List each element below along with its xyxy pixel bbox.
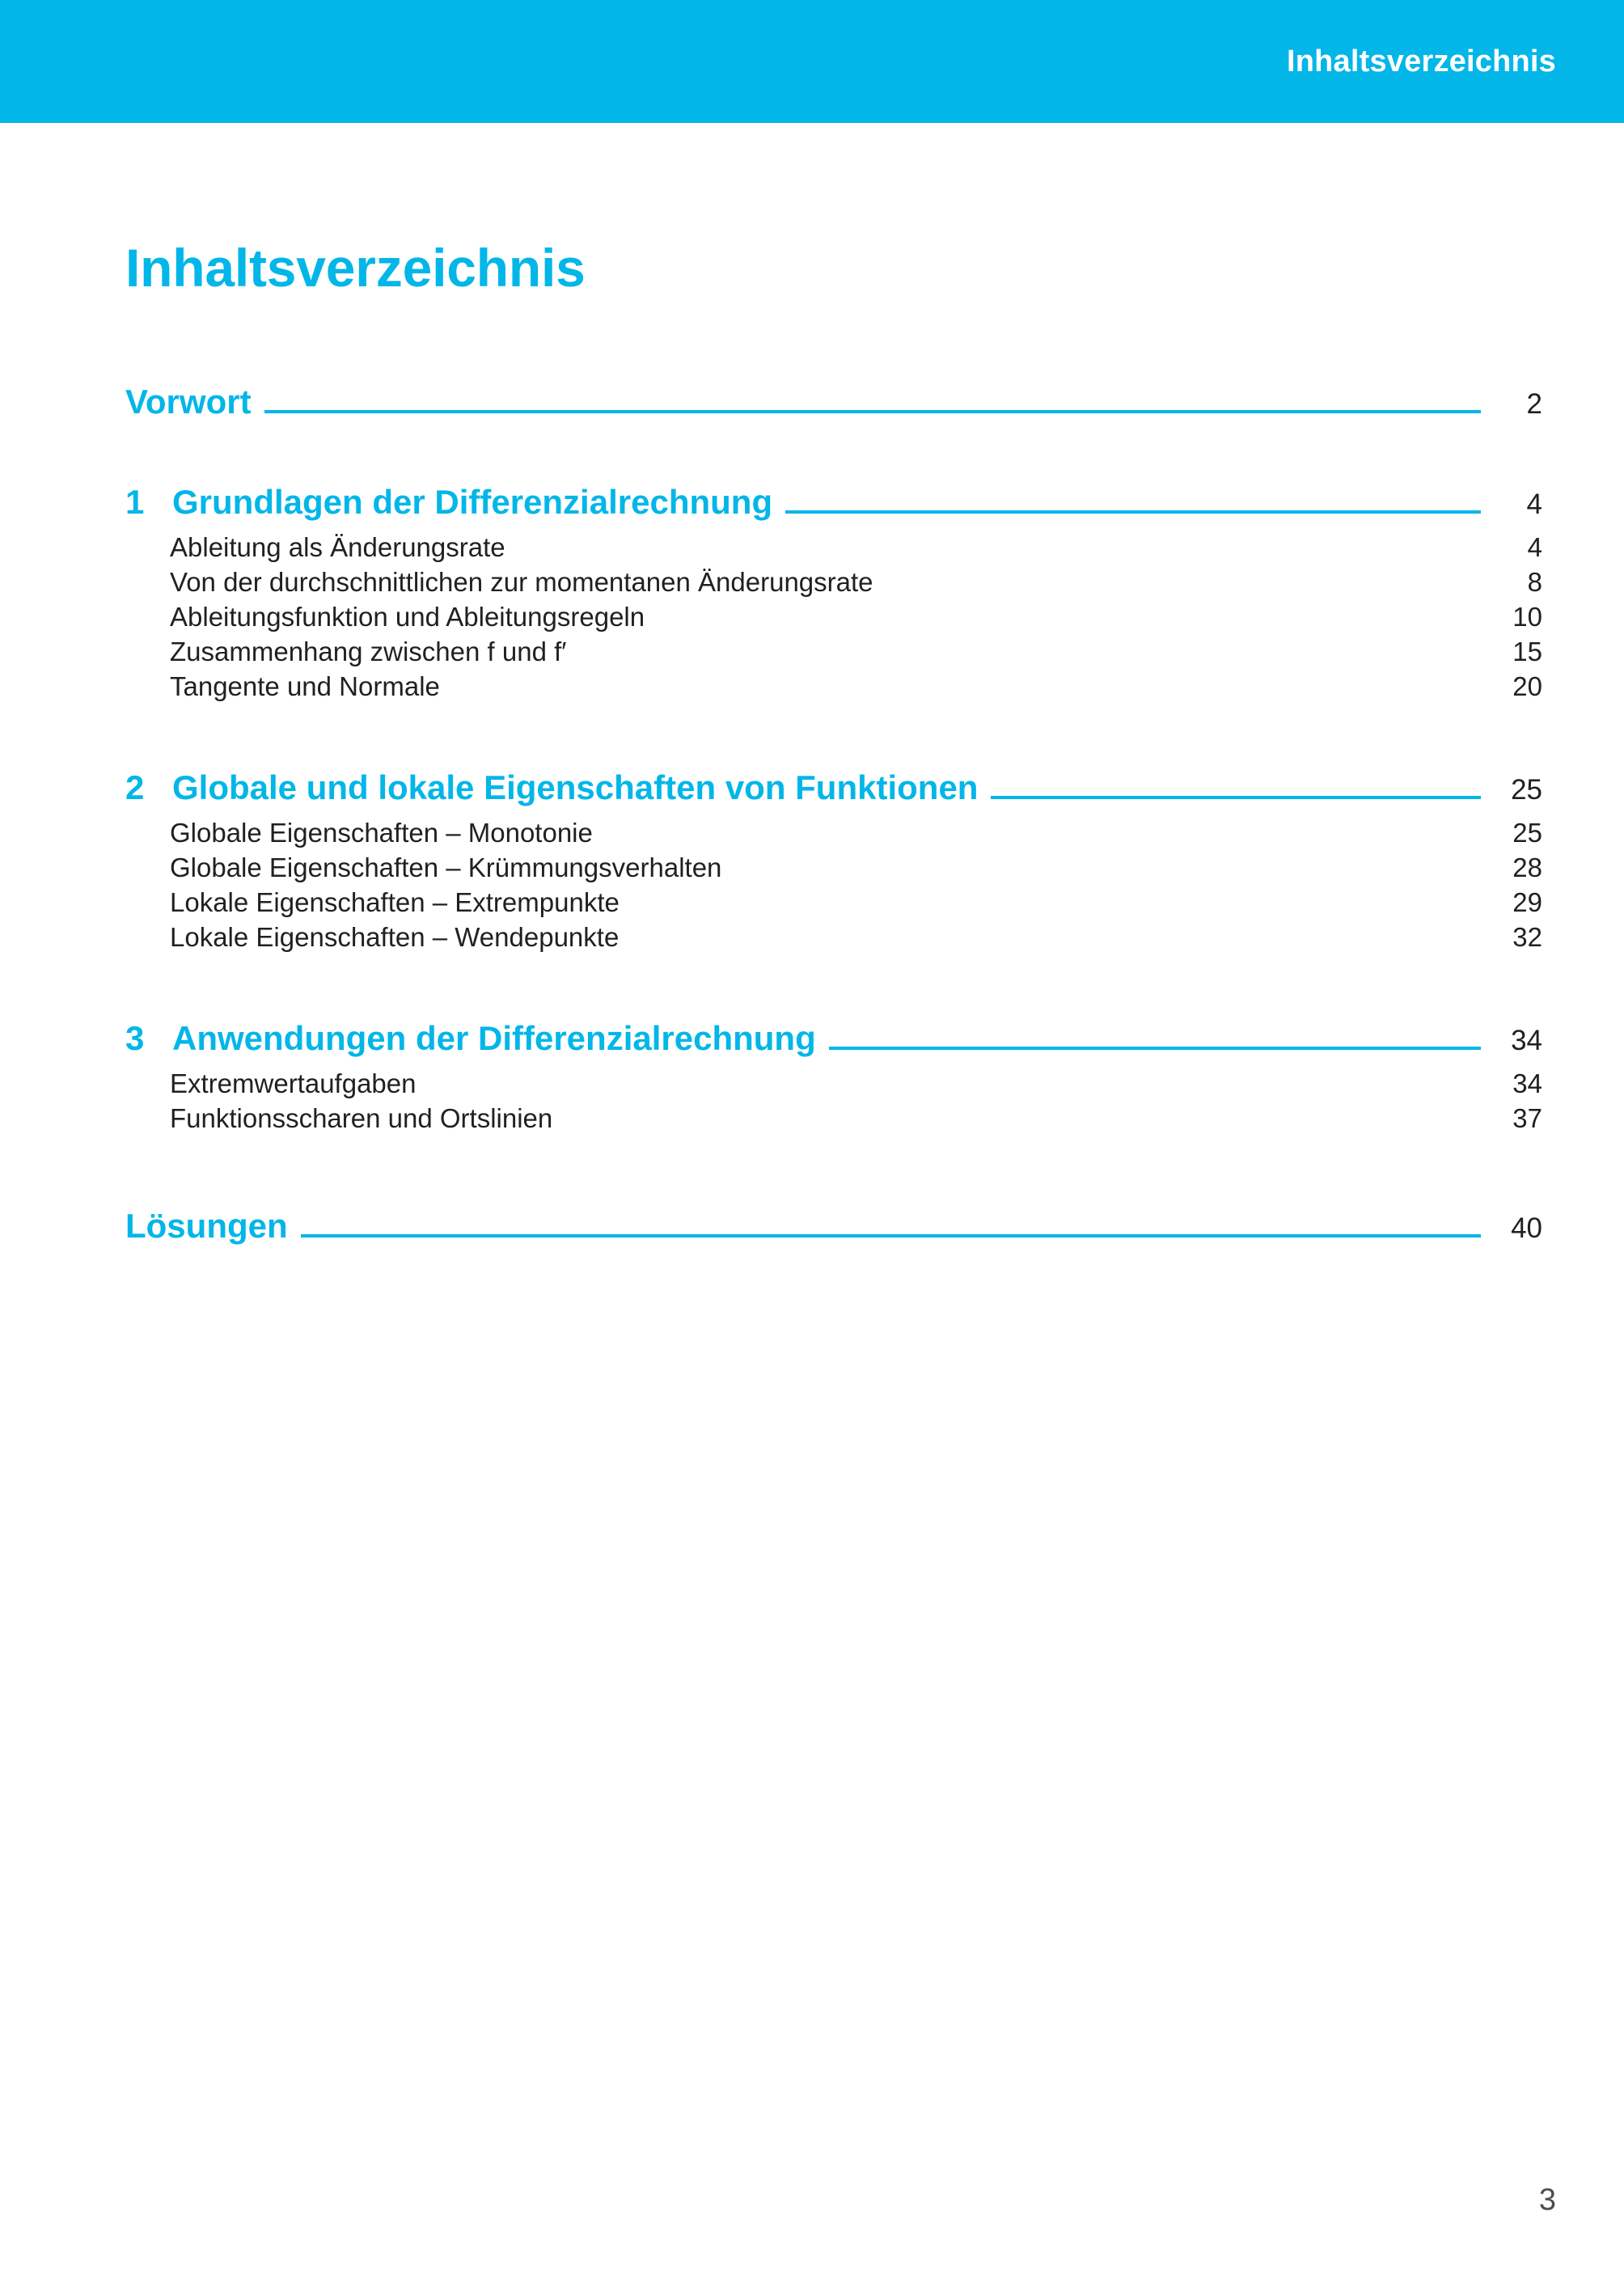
- toc-entry-vorwort[interactable]: [125, 385, 1542, 419]
- toc-entry-page: 32: [1512, 922, 1542, 952]
- chapter-number: 2: [125, 768, 145, 806]
- toc-subentry[interactable]: [125, 638, 1542, 665]
- toc-entry-page: 29: [1512, 887, 1542, 917]
- chapter-page: 4: [1526, 489, 1542, 520]
- leader-line: [991, 798, 1481, 799]
- toc-entry-label: Zusammenhang zwischen f und f′: [170, 637, 567, 666]
- toc-entry-label: Ableitung als Änderungsrate: [170, 532, 505, 562]
- chapter-title: Globale und lokale Eigenschaften von Funktionen: [172, 768, 979, 806]
- spacer: [125, 958, 1542, 1022]
- toc-subentry[interactable]: [125, 889, 1542, 916]
- page-title: Inhaltsverzeichnis: [125, 238, 586, 298]
- page-folio: 3: [1538, 2183, 1556, 2217]
- toc-content: [125, 238, 1542, 1245]
- spacer: [125, 419, 1542, 485]
- toc-entry-label: Globale Eigenschaften – Krümmungsverhalten: [170, 852, 722, 882]
- toc-entry-label: Extremwertaufgaben: [170, 1068, 417, 1098]
- chapter-number: 3: [125, 1019, 145, 1057]
- leader-line: [264, 412, 1481, 413]
- toc-entry-label: Globale Eigenschaften – Monotonie: [170, 818, 593, 848]
- chapter-title: Anwendungen der Differenzialrechnung: [172, 1019, 816, 1057]
- toc-entry-page: 2: [1526, 388, 1542, 420]
- leader-line: [829, 1049, 1481, 1050]
- chapter-page: 34: [1511, 1025, 1542, 1056]
- running-header-title: Inhaltsverzeichnis: [1286, 44, 1556, 78]
- toc-entry-page: 25: [1512, 818, 1542, 848]
- toc-entry-page: 28: [1512, 852, 1542, 882]
- toc-subentry[interactable]: [125, 924, 1542, 950]
- toc-entry-label: Ableitungsfunktion und Ableitungsregeln: [170, 602, 645, 632]
- toc-entry-label: Funktionsscharen und Ortslinien: [170, 1103, 553, 1133]
- toc-subentry[interactable]: [125, 673, 1542, 700]
- toc-chapter-2[interactable]: [125, 768, 1542, 806]
- spacer: [125, 708, 1542, 771]
- chapter-title: Grundlagen der Differenzialrechnung: [172, 483, 773, 521]
- toc-entry-page: 15: [1512, 637, 1542, 666]
- toc-entry-page: 40: [1511, 1212, 1542, 1244]
- toc-entry-label: Vorwort: [125, 383, 252, 421]
- toc-subentry[interactable]: [125, 1070, 1542, 1097]
- toc-chapter-1[interactable]: [125, 485, 1542, 519]
- toc-subentry[interactable]: [125, 534, 1542, 561]
- toc-subentry[interactable]: [125, 603, 1542, 630]
- page-body: [0, 123, 1624, 2293]
- toc-subentry[interactable]: [125, 854, 1542, 881]
- toc-chapter-3[interactable]: [125, 1019, 1542, 1057]
- toc-entry-loesungen[interactable]: [125, 1209, 1542, 1243]
- leader-line: [785, 513, 1481, 514]
- toc-subentry[interactable]: [125, 569, 1542, 595]
- toc-entry-page: 37: [1512, 1103, 1542, 1133]
- spacer: [125, 1140, 1542, 1209]
- toc-entry-label: Von der durchschnittlichen zur momentanen Änderungsrate: [170, 567, 873, 597]
- toc-entry-label: Tangente und Normale: [170, 671, 440, 701]
- toc-entry-label: Lösungen: [125, 1207, 288, 1245]
- toc-entry-page: 4: [1527, 532, 1542, 562]
- chapter-page: 25: [1511, 774, 1542, 806]
- running-header: [0, 0, 1624, 123]
- toc-entry-label: Lokale Eigenschaften – Extrempunkte: [170, 887, 620, 917]
- toc-entry-page: 8: [1527, 567, 1542, 597]
- toc-entry-label: Lokale Eigenschaften – Wendepunkte: [170, 922, 620, 952]
- toc-entry-page: 20: [1512, 671, 1542, 701]
- toc-entry-page: 34: [1512, 1068, 1542, 1098]
- toc-subentry[interactable]: [125, 1105, 1542, 1132]
- chapter-number: 1: [125, 483, 145, 521]
- toc-entry-page: 10: [1512, 602, 1542, 632]
- toc-subentry[interactable]: [125, 819, 1542, 846]
